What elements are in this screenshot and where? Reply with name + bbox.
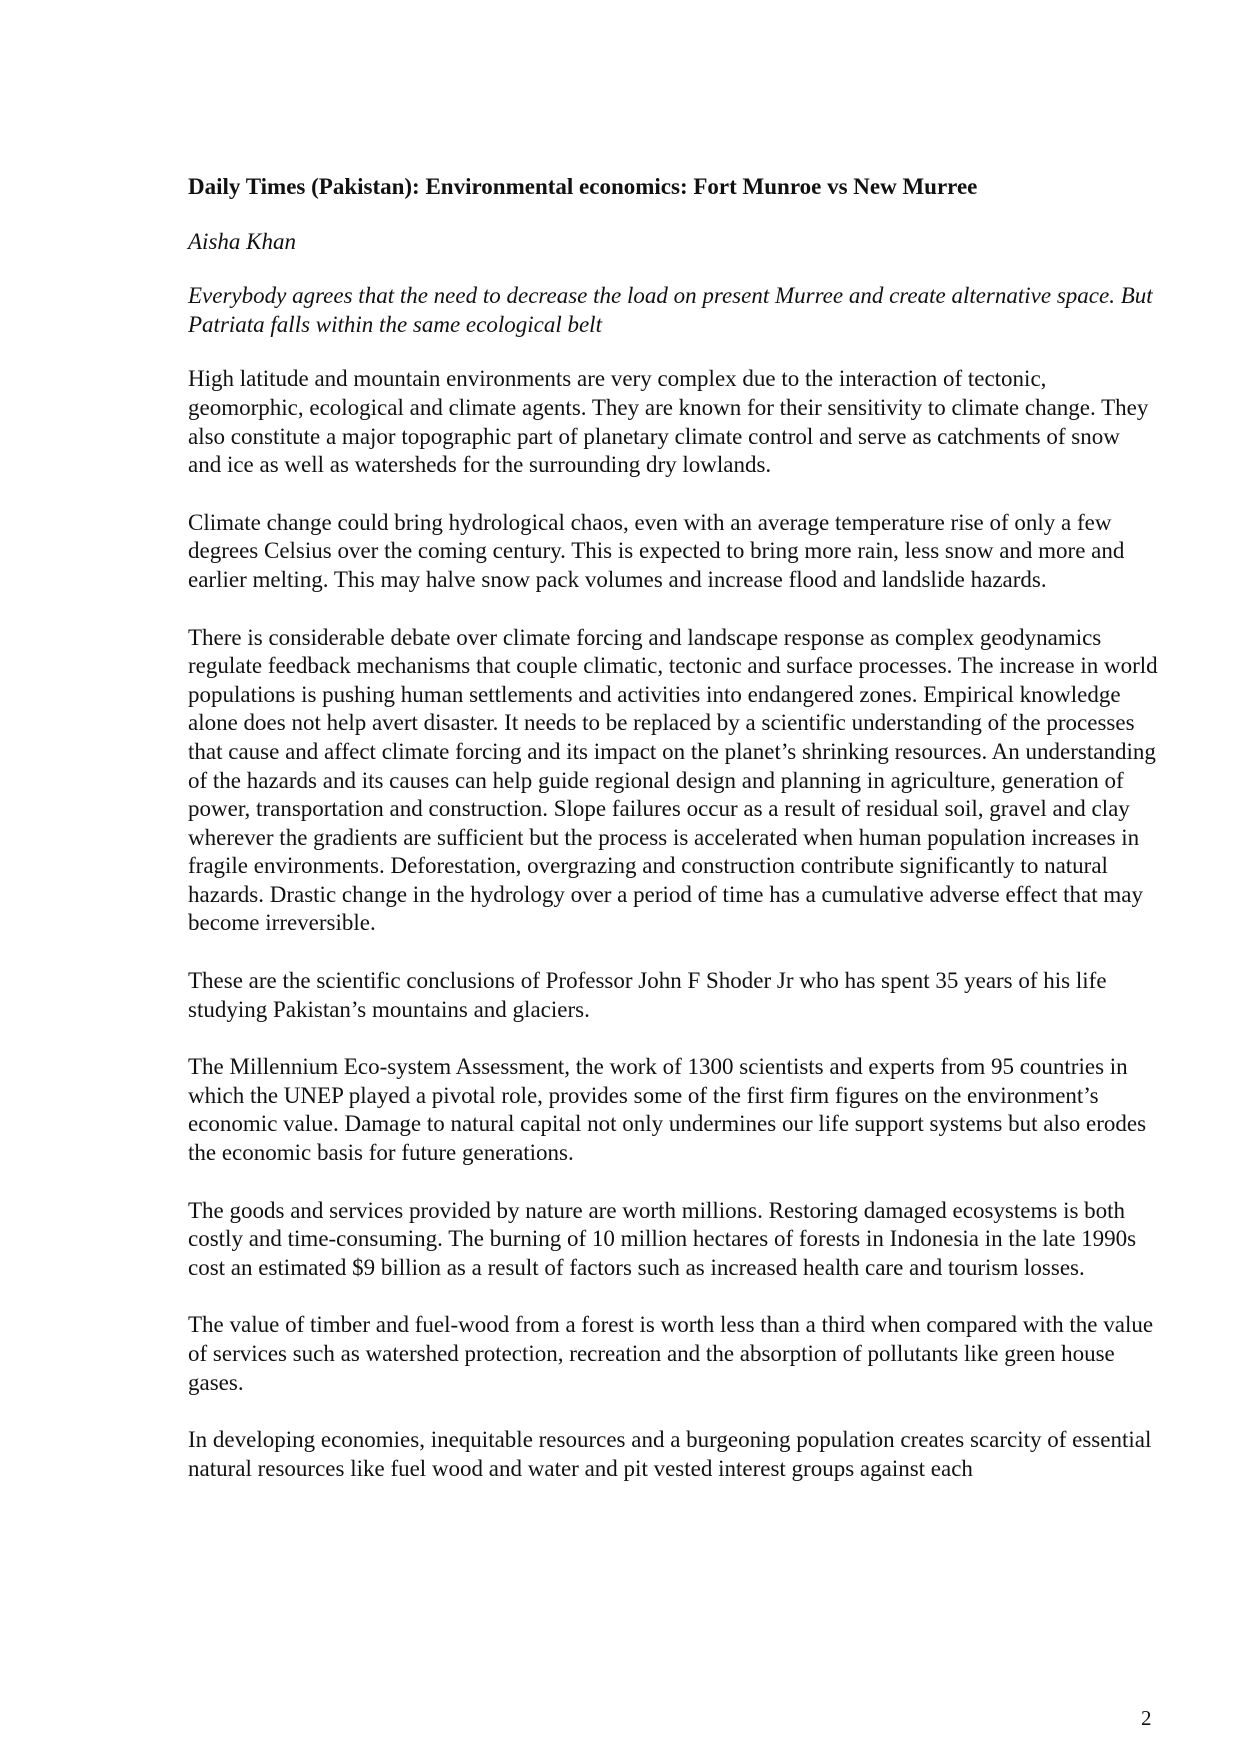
body-paragraph: The value of timber and fuel-wood from a forest is worth less than a third when compared with the value of services such as watershed protection, recreation and the absorption of pollutants like green house gases. (188, 1312, 1154, 1395)
body-paragraph: High latitude and mountain environments are very complex due to the interaction of tectonic, geomorphic, ecological and climate agents. They are known for their sensitivity to climate change. They also constitute a major topographic part of planetary climate control and serve as catchments of snow and ice as well as watersheds for the surrounding dry lowlands. (188, 366, 1149, 478)
article-title: Daily Times (Pakistan): Environmental economics: Fort Munroe vs New Murree (188, 174, 978, 199)
article-standfirst: Everybody agrees that the need to decrease the load on present Murree and create alternative space. But Patriata falls within the same ecological belt (188, 283, 1153, 337)
body-paragraph: These are the scientific conclusions of Professor John F Shoder Jr who has spent 35 years of his life studying Pakistan’s mountains and glaciers. (188, 968, 1107, 1022)
article-author: Aisha Khan (188, 228, 296, 254)
body-paragraph: The goods and services provided by nature are worth millions. Restoring damaged ecosystems is both costly and time-consuming. The burning of 10 million hectares of forests in Indonesia in the late 1990s cost an estimated $9 billion as a result of factors such as increased health care and tourism losses. (188, 1197, 1137, 1280)
page-number: 2 (1141, 1706, 1152, 1730)
body-paragraph: There is considerable debate over climate forcing and landscape response as complex geodynamics regulate feedback mechanisms that couple climatic, tectonic and surface processes. The increase in world populations is pushing human settlements and activities into endangered zones. Empirical knowledge alone does not help avert disaster. It needs to be replaced by a scientific understanding of the processes that cause and affect climate forcing and its impact on the planet’s shrinking resources. An understanding of the hazards and its causes can help guide regional design and planning in agriculture, generation of power, transportation and construction. Slope failures occur as a result of residual soil, gravel and clay wherever the gradients are sufficient but the process is accelerated when human population increases in fragile environments. Deforestation, overgrazing and construction contribute significantly to natural hazards. Drastic change in the hydrology over a period of time has a cumulative adverse effect that may become irreversible. (188, 624, 1158, 936)
document-page (188, 173, 1158, 1512)
body-paragraph: In developing economies, inequitable resources and a burgeoning population creates scarcity of essential natural resources like fuel wood and water and pit vested interest groups against each (188, 1427, 1152, 1481)
body-paragraph: The Millennium Eco-system Assessment, the work of 1300 scientists and experts from 95 countries in which the UNEP played a pivotal role, provides some of the first firm figures on the environment’s economic value. Damage to natural capital not only undermines our life support systems but also erodes the economic basis for future generations. (188, 1054, 1147, 1166)
body-paragraph: Climate change could bring hydrological chaos, even with an average temperature rise of only a few degrees Celsius over the coming century. This is expected to bring more rain, less snow and more and earlier melting. This may halve snow pack volumes and increase flood and landslide hazards. (188, 509, 1125, 592)
